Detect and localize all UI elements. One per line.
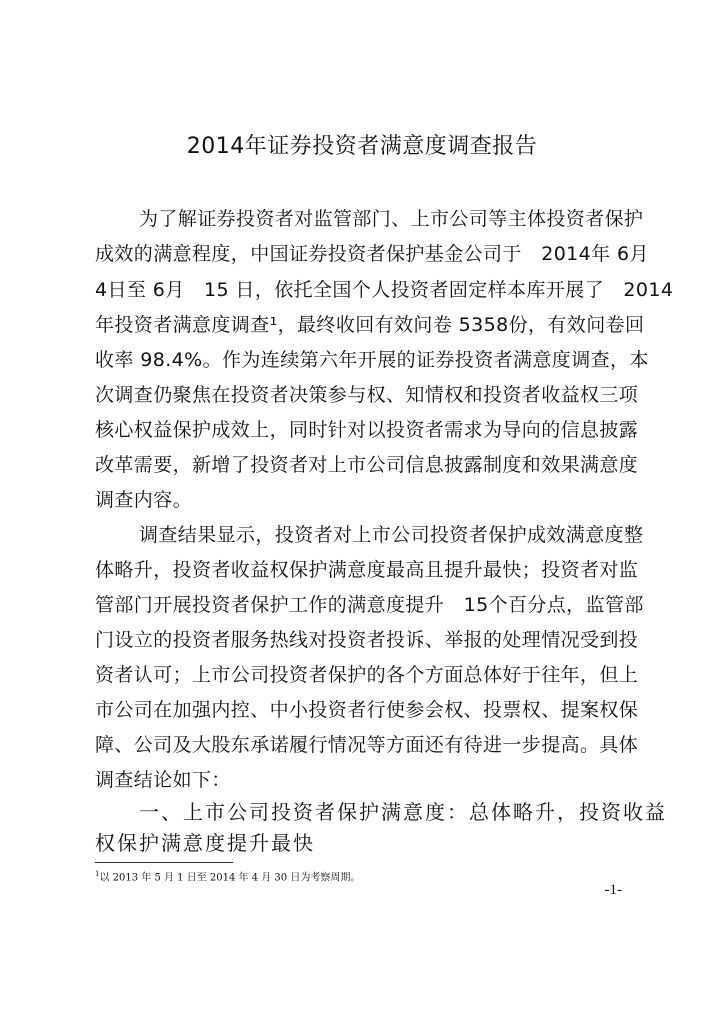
section-heading-line: 权保护满意度提升最快 bbox=[95, 831, 315, 855]
body-line: 4日至 6月 15 日，依托全国个人投资者固定样本库开展了 2014 bbox=[95, 279, 674, 301]
report-title: 2014年证券投资者满意度调查报告 bbox=[186, 134, 538, 159]
footnote-text: 以 2013 年 5 月 1 日至 2014 年 4 月 30 日为考察周期。 bbox=[99, 872, 361, 884]
body-line: 年投资者满意度调查¹，最终收回有效问卷 5358份，有效问卷回 bbox=[95, 314, 645, 336]
body-line: 资者认可；上市公司投资者保护的各个方面总体好于往年，但上 bbox=[95, 664, 639, 686]
body-line: 市公司在加强内控、中小投资者行使参会权、投票权、提案权保 bbox=[95, 699, 639, 721]
footnote-divider bbox=[95, 862, 233, 863]
body-line: 调查结论如下： bbox=[95, 769, 231, 791]
page-number: -1- bbox=[604, 882, 622, 898]
body-line: 次调查仍聚焦在投资者决策参与权、知情权和投资者收益权三项 bbox=[95, 384, 639, 406]
body-line: 成效的满意程度，中国证券投资者保护基金公司于 2014年 6月 bbox=[95, 243, 649, 265]
body-line: 调查内容。 bbox=[95, 489, 193, 511]
body-line: 体略升，投资者收益权保护满意度最高且提升最快；投资者对监 bbox=[95, 559, 639, 581]
body-line: 障、公司及大股东承诺履行情况等方面还有待进一步提高。具体 bbox=[95, 734, 639, 756]
body-line: 改革需要，新增了投资者对上市公司信息披露制度和效果满意度 bbox=[95, 454, 639, 476]
footnote bbox=[95, 867, 360, 885]
body-line: 调查结果显示，投资者对上市公司投资者保护成效满意度整 bbox=[139, 524, 644, 546]
body-line: 门设立的投资者服务热线对投资者投诉、举报的处理情况受到投 bbox=[95, 629, 639, 651]
body-line: 核心权益保护成效上，同时针对以投资者需求为导向的信息披露 bbox=[95, 419, 639, 441]
footnote-marker: 1 bbox=[95, 870, 100, 878]
body-line: 为了解证券投资者对监管部门、上市公司等主体投资者保护 bbox=[139, 208, 644, 230]
section-heading-line: 一、上市公司投资者保护满意度：总体略升，投资收益 bbox=[139, 800, 667, 824]
body-line: 管部门开展投资者保护工作的满意度提升 15个百分点，监管部 bbox=[95, 594, 644, 616]
body-line: 收率 98.4%。作为连续第六年开展的证券投资者满意度调查，本 bbox=[95, 349, 649, 371]
